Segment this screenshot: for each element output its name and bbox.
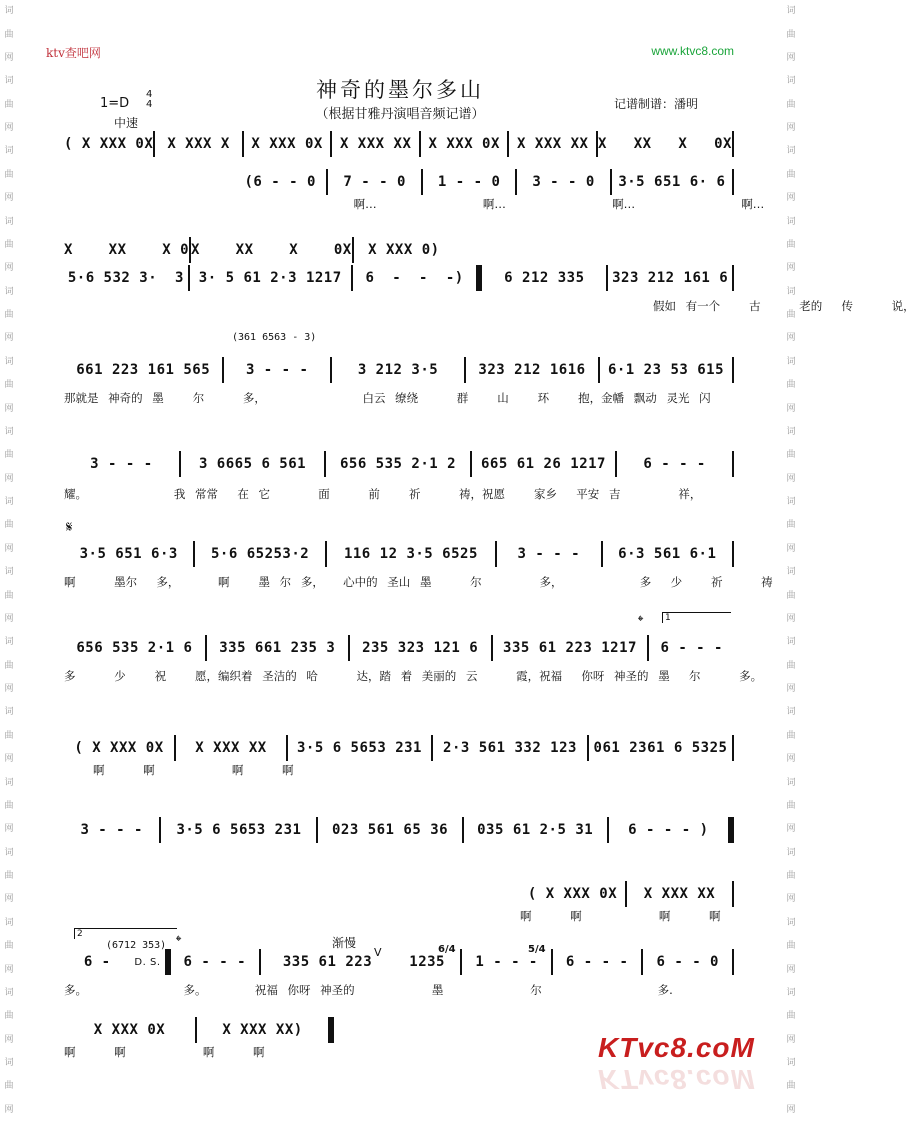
side-watermark-char: 曲 [4, 239, 14, 250]
side-watermark-char: 曲 [4, 590, 14, 601]
measure: 6 - - - [643, 456, 706, 472]
site-url-right[interactable]: www.ktvc8.com [651, 44, 734, 58]
site-name-left[interactable]: ktv查吧网 [46, 46, 101, 60]
percussion-line [64, 1018, 334, 1042]
melody-line [64, 818, 734, 842]
side-watermark-char: 词 [786, 286, 796, 297]
measure: 661 223 161 565 [76, 362, 211, 378]
percussion-line [64, 238, 454, 262]
side-watermark-char: 网 [4, 473, 14, 484]
measure: 3 - - - [90, 456, 153, 472]
side-watermark-char: 词 [4, 146, 14, 157]
side-watermark-char: 词 [786, 777, 796, 788]
lyrics-line: 假如 有一个 古 老的 传 说， [64, 299, 915, 313]
measure: 6·3 561 6·1 [618, 546, 717, 562]
side-watermark-char: 网 [4, 263, 14, 274]
side-watermark-right [784, 0, 798, 1122]
measure: 6 - - - [565, 954, 629, 970]
side-watermark-char: 网 [4, 193, 14, 204]
time-signature [146, 90, 152, 110]
side-watermark-char: 曲 [4, 1011, 14, 1022]
percussion-line [520, 882, 734, 906]
side-watermark-char: 曲 [4, 450, 14, 461]
measure: ( X XXX 0X [74, 740, 164, 756]
side-watermark-char: 曲 [786, 800, 796, 811]
measure: X XXX XX [643, 886, 716, 902]
breath-mark: V [374, 946, 382, 959]
side-watermark-char: 网 [786, 123, 796, 134]
measure: (6 - - 0 [244, 174, 316, 190]
side-watermark-char: 网 [786, 1034, 796, 1045]
measure: 023 561 65 36 [331, 822, 449, 838]
measure: 3· 5 61 2·3 1217 [198, 270, 342, 286]
side-watermark-char: 曲 [786, 941, 796, 952]
measure: 6 212 335 [504, 270, 585, 286]
grace-notes: (6712 353) [106, 940, 167, 951]
side-watermark-char: 网 [4, 964, 14, 975]
side-watermark-char: 曲 [786, 380, 796, 391]
side-watermark-char: 网 [786, 193, 796, 204]
side-watermark-char: 曲 [786, 590, 796, 601]
melody-line [64, 452, 734, 476]
tempo-marking: 中速 [114, 116, 139, 130]
side-watermark-char: 词 [786, 426, 796, 437]
lyrics-line: 耀。 我 常常 在 它 面 前 祈 祷，祝愿 家乡 平安 吉 祥， [64, 487, 702, 501]
side-watermark-char: 曲 [786, 1011, 796, 1022]
measure: 1 - - 0 [437, 174, 501, 190]
side-watermark-char: 词 [4, 567, 14, 578]
side-watermark-char: 网 [786, 613, 796, 624]
side-watermark-char: 曲 [4, 941, 14, 952]
side-watermark-char: 词 [786, 146, 796, 157]
side-watermark-char: 词 [4, 426, 14, 437]
side-watermark-char: 网 [786, 333, 796, 344]
measure: 5·6 65253·2 [211, 546, 310, 562]
side-watermark-char: 曲 [4, 310, 14, 321]
percussion-line [64, 132, 734, 156]
side-watermark-char: 词 [4, 917, 14, 928]
coda-sign: 𝄌 [638, 612, 644, 630]
measure: X XXX 0X [428, 136, 500, 152]
key-signature: 1=D [100, 96, 130, 111]
side-watermark-char: 词 [786, 76, 796, 87]
lyrics-line: 多。 多。 祝福 你呀 神圣的 墨 尔 多. [64, 983, 673, 997]
measure: X XX X 0X [191, 242, 352, 258]
measure: 323 212 1616 [478, 362, 586, 378]
measure: 3·5 6 5653 231 [176, 822, 302, 838]
song-title: 神奇的墨尔多山 [316, 78, 484, 102]
side-watermark-char: 曲 [786, 99, 796, 110]
measure: 5·6 532 3· 3 [67, 270, 184, 286]
side-watermark-char: 曲 [786, 871, 796, 882]
side-watermark-char: 网 [786, 403, 796, 414]
measure: 6 - - 0 [656, 954, 719, 970]
side-watermark-char: 词 [4, 497, 14, 508]
side-watermark-char: 网 [786, 684, 796, 695]
measure: 7 - - 0 [343, 174, 406, 190]
side-watermark-char: 词 [4, 777, 14, 788]
grace-notes: (361 6563 - 3) [232, 332, 317, 343]
dal-segno: D. S. [134, 956, 161, 968]
lyrics-line: 那就是 神奇的 墨 尔 多， 白云 缭绕 群 山 环 抱，金幡 飘动 灵光 闪 [64, 391, 711, 405]
side-watermark-char: 曲 [786, 730, 796, 741]
measure: 3 - - - [80, 822, 143, 838]
measure: 335 661 235 3 [219, 640, 336, 656]
lyrics-line: 啊 啊 啊 啊 [64, 763, 294, 777]
side-watermark-char: 曲 [786, 1081, 796, 1092]
side-watermark-char: 词 [786, 847, 796, 858]
lyrics-line: 多 少 祝 愿，编织着 圣洁的 哈 达，踏 着 美丽的 云 霞，祝福 你呀 神圣的 墨 尔 多。 [64, 669, 763, 683]
time-top: 4 [146, 89, 153, 100]
side-watermark-char: 曲 [4, 1081, 14, 1092]
side-watermark-char: 曲 [4, 660, 14, 671]
measure: 6·1 23 53 615 [607, 362, 725, 378]
measure: X XXX 0X [93, 1022, 166, 1038]
measure: 3 212 3·5 [357, 362, 439, 378]
side-watermark-char: 词 [4, 76, 14, 87]
measure: ( X XXX 0X [527, 886, 618, 902]
side-watermark-char: 曲 [786, 29, 796, 40]
side-watermark-char: 曲 [786, 660, 796, 671]
side-watermark-left [2, 0, 16, 1122]
lyrics-line: 啊… 啊… 啊… 啊… [64, 197, 765, 211]
side-watermark-char: 网 [4, 333, 14, 344]
side-watermark-char: 词 [786, 707, 796, 718]
side-watermark-char: 词 [4, 987, 14, 998]
site-logo[interactable]: KTvc8.coM [598, 1032, 755, 1063]
side-watermark-char: 网 [4, 754, 14, 765]
song-subtitle: （根据甘雅丹演唱音频记谱） [315, 107, 485, 122]
side-watermark-char: 词 [786, 567, 796, 578]
side-watermark-char: 网 [4, 1104, 14, 1115]
site-logo-reflection: KTvc8.coM [598, 1064, 755, 1095]
side-watermark-char: 曲 [4, 800, 14, 811]
melody-line [64, 950, 734, 974]
measure: X XXX XX [339, 136, 412, 152]
measure: X XXX 0X [251, 136, 323, 152]
measure: 116 12 3·5 6525 [343, 546, 478, 562]
side-watermark-char: 网 [786, 263, 796, 274]
side-watermark-char: 词 [786, 216, 796, 227]
measure: 1235 [409, 954, 445, 970]
time-bottom: 4 [146, 99, 153, 110]
measure: ( X XXX 0X [64, 136, 154, 152]
side-watermark-char: 网 [4, 684, 14, 695]
segno-sign: 𝄋 [66, 518, 73, 536]
side-watermark-char: 网 [4, 403, 14, 414]
side-watermark-char: 词 [786, 987, 796, 998]
side-watermark-char: 曲 [786, 450, 796, 461]
side-watermark-char: 词 [4, 637, 14, 648]
measure: 665 61 26 1217 [480, 456, 606, 472]
side-watermark-char: 曲 [4, 29, 14, 40]
side-watermark-char: 词 [786, 6, 796, 17]
second-ending-bracket: 2 [74, 928, 177, 939]
side-watermark-char: 曲 [786, 239, 796, 250]
measure: 6 - - - [183, 954, 247, 970]
measure: 3 6665 6 561 [198, 456, 307, 472]
measure: X XXX XX) [222, 1022, 303, 1038]
side-watermark-char: 词 [4, 707, 14, 718]
melody-line [64, 542, 734, 566]
side-watermark-char: 网 [4, 894, 14, 905]
side-watermark-char: 词 [786, 1058, 796, 1069]
measure: 6 - - - [660, 640, 723, 656]
side-watermark-char: 网 [786, 754, 796, 765]
measure: 323 212 161 6 [612, 270, 729, 286]
side-watermark-char: 网 [4, 824, 14, 835]
side-watermark-char: 词 [786, 497, 796, 508]
side-watermark-char: 网 [786, 964, 796, 975]
side-watermark-char: 曲 [4, 730, 14, 741]
side-watermark-char: 曲 [4, 380, 14, 391]
coda-sign: 𝄌 [176, 932, 182, 950]
measure: 1 - - - [475, 954, 538, 970]
side-watermark-char: 网 [4, 1034, 14, 1045]
side-watermark-char: 网 [4, 52, 14, 63]
lyrics-line: 啊 啊 啊 啊 [64, 1045, 265, 1059]
measure: 2·3 561 332 123 [443, 740, 577, 756]
side-watermark-char: 曲 [4, 520, 14, 531]
measure: 6 - - -) [365, 270, 464, 286]
measure: 656 535 2·1 6 [76, 640, 193, 656]
time-change: 6/4 [438, 944, 456, 955]
side-watermark-char: 曲 [4, 169, 14, 180]
measure: 335 61 223 [282, 954, 373, 970]
measure: 6 - - - ) [628, 822, 709, 838]
side-watermark-char: 网 [786, 473, 796, 484]
side-watermark-char: 网 [786, 824, 796, 835]
side-watermark-char: 网 [4, 123, 14, 134]
final-barline [328, 1017, 334, 1043]
measure: X XXX 0) [368, 242, 440, 258]
measure: 3·5 651 6· 6 [618, 174, 726, 190]
side-watermark-char: 网 [786, 52, 796, 63]
side-watermark-char: 网 [786, 543, 796, 554]
melody-line [64, 266, 734, 290]
measure: 3·5 651 6·3 [79, 546, 178, 562]
side-watermark-char: 词 [4, 847, 14, 858]
repeat-end-barline [728, 817, 734, 843]
side-watermark-char: 曲 [786, 520, 796, 531]
side-watermark-char: 网 [786, 894, 796, 905]
side-watermark-char: 曲 [786, 310, 796, 321]
measure: 3 - - - [245, 362, 309, 378]
side-watermark-char: 网 [4, 613, 14, 624]
measure: 3·5 6 5653 231 [296, 740, 422, 756]
side-watermark-char: 词 [4, 356, 14, 367]
side-watermark-char: 网 [786, 1104, 796, 1115]
measure: 061 2361 6 5325 [593, 740, 728, 756]
mixed-line [64, 736, 734, 760]
side-watermark-char: 词 [4, 6, 14, 17]
lyrics-line: 啊 墨尔 多， 啊 墨 尔 多， 心中的 圣山 墨 尔 多， 多 少 祈 祷 [64, 575, 773, 589]
side-watermark-char: 词 [4, 216, 14, 227]
measure: 035 61 2·5 31 [477, 822, 594, 838]
measure: 3 - - - [517, 546, 581, 562]
measure: X XXX XX [195, 740, 267, 756]
side-watermark-char: 曲 [4, 871, 14, 882]
side-watermark-char: 词 [786, 356, 796, 367]
melody-line [234, 170, 734, 194]
composer-credit: 记谱制谱：潘明 [614, 97, 699, 111]
measure: 235 323 121 6 [362, 640, 479, 656]
side-watermark-char: 曲 [786, 169, 796, 180]
measure: 335 61 223 1217 [503, 640, 637, 656]
side-watermark-char: 词 [786, 637, 796, 648]
measure: X XXX X [167, 136, 230, 152]
lyrics-line: 啊 啊 啊 啊 [520, 909, 721, 923]
melody-line [64, 358, 734, 382]
measure: X XXX XX [517, 136, 589, 152]
side-watermark-char: 词 [786, 917, 796, 928]
side-watermark-char: 词 [4, 286, 14, 297]
side-watermark-char: 词 [4, 1058, 14, 1069]
melody-line [64, 636, 734, 660]
measure: X XX X 0 [64, 242, 190, 258]
first-ending-bracket: 1 [662, 612, 731, 623]
measure: 3 - - 0 [532, 174, 595, 190]
side-watermark-char: 曲 [4, 99, 14, 110]
measure: 6 - [83, 954, 111, 970]
measure: 656 535 2·1 2 [339, 456, 457, 472]
side-watermark-char: 网 [4, 543, 14, 554]
measure: X XX X 0X [598, 136, 732, 152]
tempo-change: 渐慢 [332, 936, 357, 950]
time-change: 5/4 [528, 944, 546, 955]
